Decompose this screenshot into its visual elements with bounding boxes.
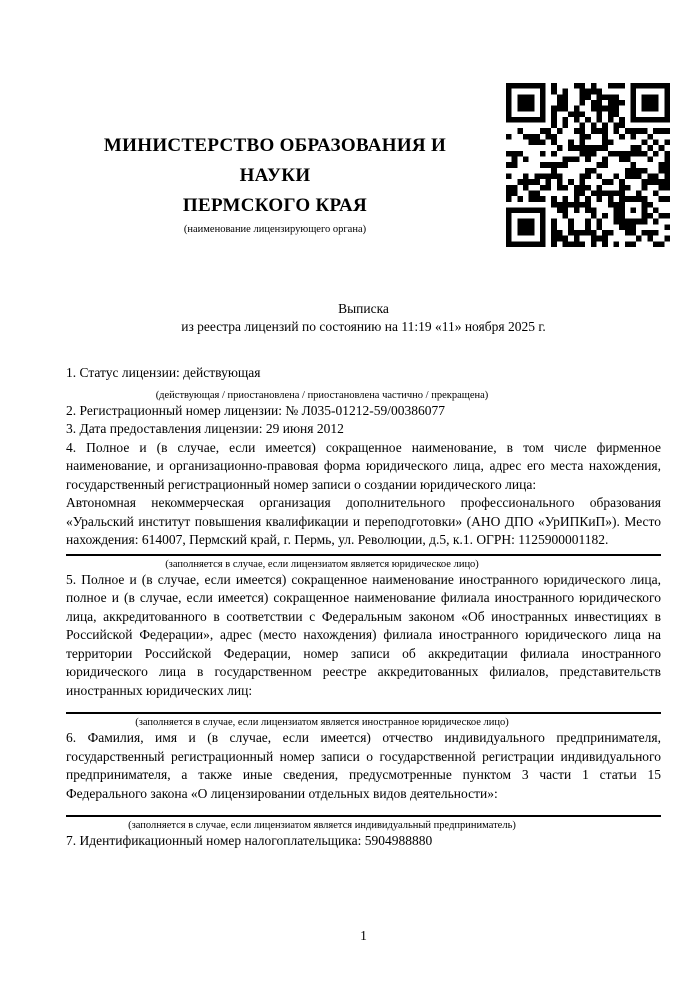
item-6-note: (заполняется в случае, если лицензиатом является индивидуальный предприниматель) [128, 820, 516, 831]
item-1-license-status: 1. Статус лицензии: действующая [66, 365, 261, 380]
document-body [66, 364, 661, 851]
document-title [66, 300, 661, 335]
item-4-note: (заполняется в случае, если лицензиатом является юридическое лицо) [165, 558, 479, 570]
item-5-note: (заполняется в случае, если лицензиатом является иностранное юридическое лицо) [135, 717, 509, 728]
item-2-registration-number: 2. Регистрационный номер лицензии: № Л035-01212-59/00386077 [66, 402, 446, 418]
item-6-entrepreneur-text: 6. Фамилия, имя и (в случае, если имеется) отчество индивидуального предпринимателя, государственный регистрационный номер записи о государственной регистрации индивидуального предпринимателя, а также иные сведения, предусмотренные пунктом 3 части 1 статьи 15 Федерального закона «О лицензировании отдельных видов деятельности»: [66, 730, 661, 801]
item-4-legal-entity-text: 4. Полное и (в случае, если имеется) сокращенное наименование, в том числе фирменное наименование, и организационно-правовая форма юридического лица, адрес его места нахождения, государственный регистрационный номер записи о создании юридического лица: [66, 439, 661, 492]
doc-title-line2: из реестра лицензий по состоянию на 11:19 «11» ноября 2025 г. [181, 318, 546, 334]
qr-code-image [506, 83, 670, 247]
item-4-fill-in-line [66, 554, 661, 556]
item-7-taxpayer-number: 7. Идентификационный номер налогоплательщика: 5904988880 [66, 833, 433, 848]
ministry-caption: (наименование лицензирующего органа) [183, 224, 367, 235]
item-3-grant-date: 3. Дата предоставления лицензии: 29 июня 2012 [66, 421, 344, 436]
ministry-header [66, 131, 484, 236]
ministry-name-line2: ПЕРМСКОГО КРАЯ [182, 195, 368, 216]
item-5-foreign-entity-text: 5. Полное и (в случае, если имеется) сокращенное наименование иностранного юридического лица, полное и (в случае, если имеется) сокращенное наименование филиала иностранного юридического лица, аккредитованного в соответствии с Федеральным законом «Об иностранных инвестициях в Российской Федерации», адрес (место нахождения) филиала иностранного юридического лица на территории Российской Федерации, номер записи об аккредитации филиала иностранного юридического лица в государственном реестре аккредитованных филиалов, представительств иностранных юридических лиц: [66, 571, 661, 698]
item-5-fill-in-line [66, 712, 661, 714]
item-6-fill-in-line [66, 815, 661, 817]
item-1-note: (действующая / приостановлена / приостановлена частично / прекращена) [155, 389, 489, 401]
page-number: 1 [360, 928, 367, 943]
item-4-legal-entity-value: Автономная некоммерческая организация дополнительного профессионального образования «Уральский институт повышения квалификации и переподготовки» (АНО ДПО «УрИПКиП»). Место нахождения: 614007, Пермский край, г. Пермь, ул. Революции, д.5, к.1. ОГРН: 1125900001182. [66, 495, 661, 547]
ministry-name [66, 131, 484, 221]
qr-code [506, 83, 670, 247]
doc-title-line1: Выписка [338, 301, 389, 316]
ministry-name-line1: МИНИСТЕРСТВО ОБРАЗОВАНИЯ И НАУКИ [103, 135, 447, 186]
